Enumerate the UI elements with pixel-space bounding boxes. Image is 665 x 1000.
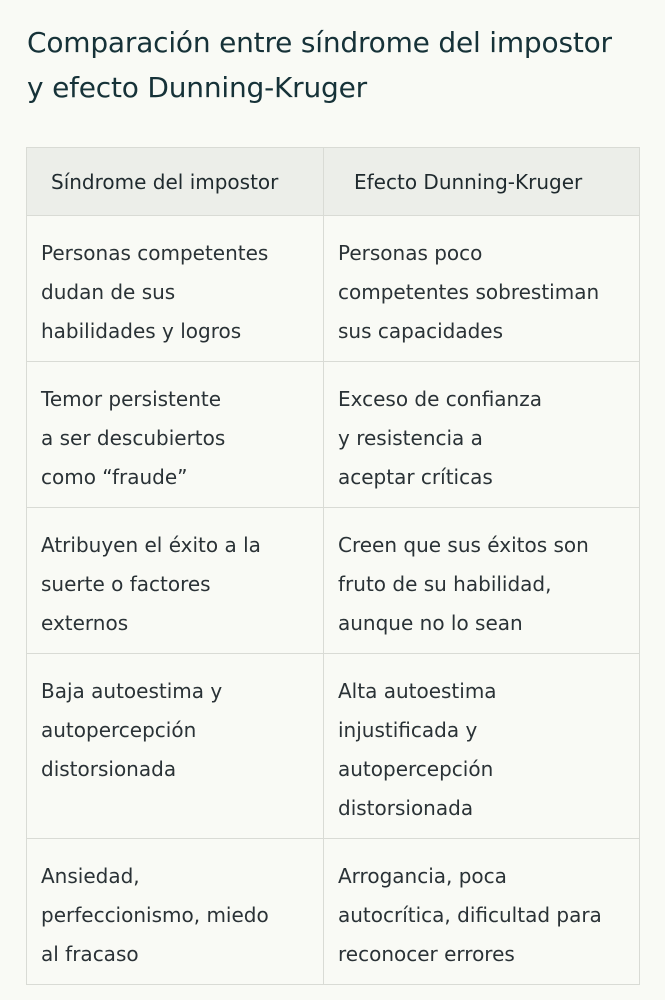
cell-line: habilidades y logros <box>41 319 242 343</box>
cell-impostor <box>27 216 324 362</box>
cell-line: Creen que sus éxitos son <box>338 533 589 557</box>
cell-line: Temor persistente <box>41 387 222 411</box>
cell-line: a ser descubiertos <box>41 426 226 450</box>
header-dunning-kruger: Efecto Dunning-Kruger <box>324 148 640 216</box>
cell-line: externos <box>41 611 129 635</box>
comparison-table <box>26 147 640 985</box>
header-row <box>27 148 640 216</box>
cell-line: y resistencia a <box>338 426 483 450</box>
cell-line: Alta autoestima <box>338 679 497 703</box>
cell-dunning-kruger <box>324 508 640 654</box>
cell-line: Arrogancia, poca <box>338 864 507 888</box>
table-row <box>27 839 640 985</box>
cell-line: distorsionada <box>338 796 474 820</box>
title-line-2: y efecto Dunning-Kruger <box>27 71 367 104</box>
cell-impostor <box>27 839 324 985</box>
cell-line: fruto de su habilidad, <box>338 572 552 596</box>
cell-line: como “fraude” <box>41 465 188 489</box>
header-impostor: Síndrome del impostor <box>27 148 324 216</box>
cell-line: sus capacidades <box>338 319 503 343</box>
cell-line: Baja autoestima y <box>41 679 223 703</box>
cell-line: Atribuyen el éxito a la <box>41 533 261 557</box>
table-body <box>27 216 640 985</box>
cell-line: aceptar críticas <box>338 465 493 489</box>
cell-line: Personas competentes <box>41 241 269 265</box>
cell-line: competentes sobrestiman <box>338 280 600 304</box>
cell-line: injustificada y <box>338 718 478 742</box>
cell-line: aunque no lo sean <box>338 611 523 635</box>
cell-line: Ansiedad, <box>41 864 140 888</box>
table-row <box>27 216 640 362</box>
cell-dunning-kruger <box>324 654 640 839</box>
title-line-1: Comparación entre síndrome del impostor <box>27 26 612 59</box>
page-title <box>27 20 647 110</box>
cell-dunning-kruger <box>324 362 640 508</box>
cell-line: autopercepción <box>338 757 494 781</box>
cell-line: distorsionada <box>41 757 177 781</box>
cell-line: Personas poco <box>338 241 483 265</box>
cell-line: autopercepción <box>41 718 197 742</box>
cell-line: Exceso de confianza <box>338 387 542 411</box>
cell-impostor <box>27 654 324 839</box>
cell-line: al fracaso <box>41 942 139 966</box>
table-row <box>27 508 640 654</box>
table-header <box>27 148 640 216</box>
cell-line: perfeccionismo, miedo <box>41 903 269 927</box>
cell-line: suerte o factores <box>41 572 211 596</box>
cell-impostor <box>27 362 324 508</box>
cell-impostor <box>27 508 324 654</box>
table-row <box>27 362 640 508</box>
cell-line: reconocer errores <box>338 942 515 966</box>
table-row <box>27 654 640 839</box>
cell-dunning-kruger <box>324 839 640 985</box>
cell-line: autocrítica, dificultad para <box>338 903 602 927</box>
cell-line: dudan de sus <box>41 280 176 304</box>
cell-dunning-kruger <box>324 216 640 362</box>
